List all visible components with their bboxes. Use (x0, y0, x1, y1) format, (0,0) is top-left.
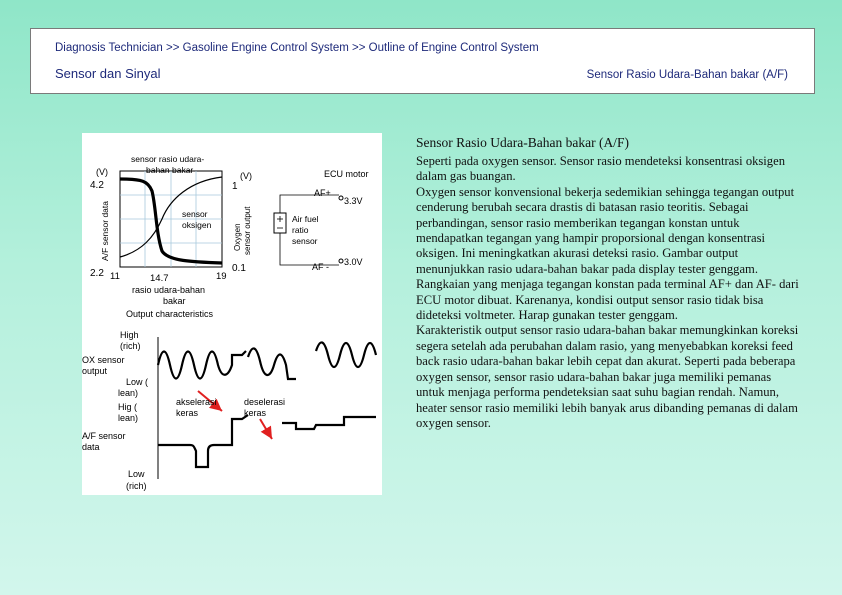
breadcrumb[interactable]: Diagnosis Technician >> Gasoline Engine Control System >> Outline of Engine Control System (55, 42, 539, 54)
output-characteristics-graph (90, 154, 252, 319)
y-top-value: 4.2 (90, 180, 104, 191)
ox-waveform-right (316, 342, 376, 367)
af-curve-label-line1: sensor rasio udara- (131, 154, 205, 164)
voltage-plus: 3.3V (344, 196, 363, 206)
right-axis-label-line2: sensor output (243, 206, 252, 255)
label-hig: Hig ( (118, 402, 138, 412)
right-top-value: 1 (232, 181, 238, 192)
waveform-chart (82, 330, 376, 491)
x-tick-11: 11 (110, 271, 120, 282)
af-waveform-left (158, 415, 248, 467)
x-tick-14-7: 14.7 (150, 273, 169, 284)
page-title: Sensor Rasio Udara-Bahan bakar (A/F) (586, 69, 788, 81)
voltage-minus: 3.0V (344, 257, 363, 267)
label-low: Low ( (126, 377, 149, 387)
ecu-label: ECU motor (324, 169, 369, 179)
sensor-label-line3: sensor (292, 236, 318, 246)
accel-label-line1: akselerasi (176, 397, 217, 407)
y-axis-label: A/F sensor data (100, 200, 110, 261)
description-title: Sensor Rasio Udara-Bahan bakar (A/F) (416, 135, 629, 150)
af-waveform-right (282, 417, 376, 429)
label-af-sensor: A/F sensor (82, 431, 126, 441)
label-high: High (120, 330, 139, 340)
decel-label-line2: keras (244, 408, 267, 418)
af-curve-label-line2: bahan bakar (146, 165, 194, 175)
section-title: Sensor dan Sinyal (55, 66, 161, 81)
graph-caption: Output characteristics (126, 309, 214, 319)
ox-waveform-left (158, 351, 246, 379)
label-ox-sensor: OX sensor (82, 355, 125, 365)
label-output: output (82, 366, 108, 376)
o2-curve-label-line2: oksigen (182, 220, 212, 230)
decel-arrow (260, 419, 272, 439)
right-bottom-value: 0.1 (232, 263, 246, 274)
label-rich: (rich) (120, 341, 141, 351)
header-bar (30, 28, 815, 94)
o2-curve-label-line1: sensor (182, 209, 208, 219)
right-unit-label: (V) (240, 171, 252, 181)
label-rich-bottom: (rich) (126, 481, 147, 491)
description (416, 134, 800, 431)
description-paragraph-1: Seperti pada oxygen sensor. Sensor rasio mendeteksi konsentrasi oksigen dalam gas buangan. (416, 154, 785, 184)
x-label-line1: rasio udara-bahan (132, 285, 206, 295)
y-bottom-value: 2.2 (90, 268, 104, 279)
ox-waveform-mid (248, 348, 296, 379)
diagram-panel (82, 133, 382, 495)
sensor-label-line2: ratio (292, 225, 309, 235)
right-axis-label-line1: Oxygen (233, 223, 242, 251)
label-low-bottom: Low (128, 469, 145, 479)
decel-label-line1: deselerasi (244, 397, 286, 407)
description-paragraph-3: Karakteristik output sensor rasio udara-bahan bakar memungkinkan koreksi segera setelah ada perubahan dalam rasio, yang menyebabkan koreksi feed back rasio udara-bahan bakar lebih cepat dan akurat. Seperti pada beberapa oxygen sensor, sensor rasio udara-bahan bakar juga memiliki pemanas untuk menjaga performa pendeteksian saat suhu bagian rendah. Namun, heater sensor rasio memiliki lebih banyak arus dibanding pemanas di dalam oxygen sensor. (416, 323, 799, 430)
accel-label-line2: keras (176, 408, 199, 418)
label-data: data (82, 442, 100, 452)
af-minus-label: AF - (312, 262, 329, 272)
label-lean-2: lean) (118, 413, 139, 423)
sensor-label-line1: Air fuel (292, 214, 319, 224)
label-lean-1: lean) (118, 388, 139, 398)
x-label-line2: bakar (163, 296, 186, 306)
description-paragraph-2: Oxygen sensor konvensional bekerja sedemikian sehingga tegangan output cenderung berubah secara drastis di batasan rasio teoritis. Sebagai perbandingan, sensor rasio memberikan tegangan konstan untuk mendapatkan tegangan yang hampir proporsional dengan konsentrasi oksigen. Ini meningkatkan akurasi deteksi rasio. Gambar output menunjukkan rasio udara-bahan bakar pada display tester genggam. Rangkaian yang menjaga tegangan konstan pada terminal AF+ dan AF- dari ECU motor dibuat. Karenanya, kondisi output sensor rasio tidak bisa dideteksi voltmeter. Harap gunakan tester genggam. (416, 184, 799, 323)
af-sensor-circuit (274, 169, 369, 272)
y-unit-label: (V) (96, 167, 108, 177)
x-tick-19: 19 (216, 271, 227, 282)
af-plus-label: AF+ (314, 188, 331, 198)
sensor-diagram (82, 133, 382, 495)
